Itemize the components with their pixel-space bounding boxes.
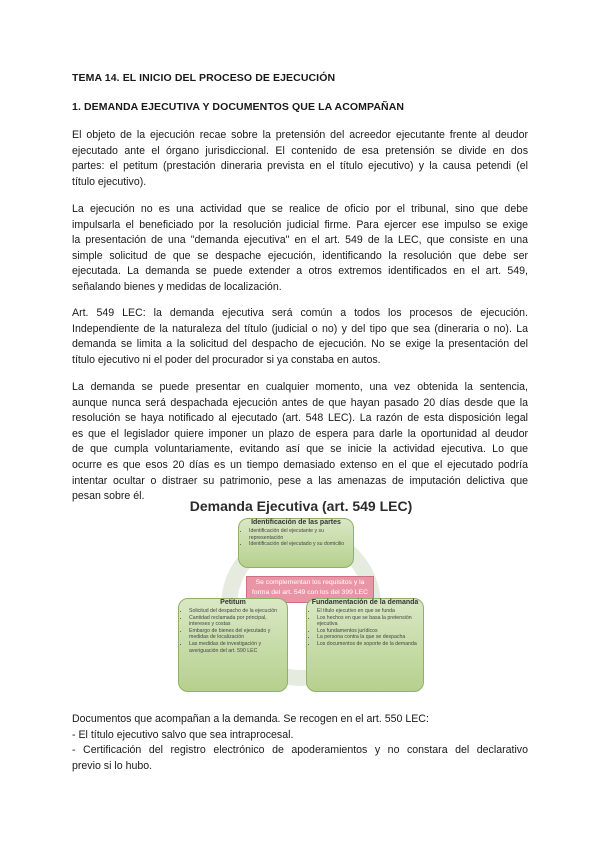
box-item: • Cantidad reclamada por principal, intereses y costas [189,615,287,628]
text-line: señalando bienes y medidas de localización. [72,280,282,293]
text-line: demanda se limita a la solicitud del despacho de ejecución. No se exige la presentación del [72,338,528,351]
paragraph-1 [72,128,528,190]
page-title: TEMA 14. EL INICIO DEL PROCESO DE EJECUCIÓN [72,72,336,84]
box-petitum [178,598,288,692]
box-item: • La persona contra la que se despacha [317,634,423,641]
text-line: El objeto de la ejecución recae sobre la pretensión del acreedor ejecutante frente al deudor [72,129,528,141]
text-line: ejecutado ante el órgano jurisdiccional. El contenido de esa pretensión se divide en dos [72,144,528,157]
text-line: impulsarla el beneficiado por la resolución judicial firme. Para ejercer ese impulso se exige [72,218,528,231]
requisitos-banner: Se complementan los requisitos y la forma del art. 549 con los del 399 LEC [246,576,374,603]
paragraph-2 [72,202,528,296]
text-line: es que el legislador quiere imponer un plazo de espera para darle la oportunidad al deudor [72,427,528,440]
box-title: Fundamentación de la demanda [311,599,419,606]
demanda-ejecutiva-diagram [176,494,426,694]
box-identificacion [238,518,354,568]
paragraph-4 [72,380,528,505]
box-item: • Solicitud del despacho de la ejecución [189,608,287,615]
text-line: ejecutada. La demanda se puede extender a otros extremos identificados en el art. 549, [72,265,528,278]
box-item: • Las medidas de investigación y averiguación del art. 590 LEC [189,641,287,654]
list-item: previo si lo hubo. [72,759,153,772]
box-item: • Identificación del ejecutado y su domicilio [249,541,353,548]
box-item: • Los hechos en que se basa la pretensión ejecutiva [317,615,423,628]
box-item: • Los documentos de soporte de la demanda [317,641,423,648]
paragraph-3 [72,306,528,368]
list-item: - Certificación del registro electrónico de apoderamientos y no constara del declarativo [72,744,528,757]
documents-list [72,712,528,774]
box-title: Identificación de las partes [251,519,341,526]
box-item: • El título ejecutivo en que se funda [317,608,423,615]
text-line: Art. 549 LEC: la demanda ejecutiva será común a todos los procesos de ejecución. [72,307,528,319]
section-heading: 1. DEMANDA EJECUTIVA Y DOCUMENTOS QUE LA ACOMPAÑAN [72,101,405,113]
text-line: partes: el petitum (prestación dineraria prevista en el título ejecutivo) y la causa petendi (el [72,160,528,173]
text-line: ocurre es que esos 20 días es un tiempo demasiado extenso en el que el ejecutado podría [72,458,528,471]
text-line: título ejecutivo). [72,175,147,188]
text-line: resolución se haya notificado al ejecutado (art. 548 LEC). La razón de esta disposición legal [72,412,528,425]
text-line: La demanda se puede presentar en cualquier momento, una vez obtenida la sentencia, [72,381,528,393]
diagram-title: Demanda Ejecutiva (art. 549 LEC) [189,498,413,514]
box-item: • Los fundamentos jurídicos [317,628,423,635]
list-item: - El título ejecutivo salvo que sea intraprocesal. [72,728,294,741]
text-line: intentar ocultar o distraer su patrimonio, pese a las amenazas de imputación delictiva que [72,474,528,487]
text-line: La ejecución no es una actividad que se realice de oficio por el tribunal, sino que debe [72,203,528,215]
text-line: aunque nunca será despachada ejecución antes de que hayan pasado 20 días desde que la [72,396,528,409]
text-line: de que cumpla voluntariamente, evitando así que se inicie la actividad ejecutiva. Lo que [72,443,528,456]
box-title: Petitum [220,599,246,606]
text-line: pesan sobre él. [72,490,145,503]
text-line: la presentación de una "demanda ejecutiva" en el art. 549 de la LEC, que consiste en una [72,234,528,247]
documents-intro: Documentos que acompañan a la demanda. Se recogen en el art. 550 LEC: [72,713,429,725]
text-line: simple solicitud de que se despache ejecución, identificando la resolución que debe ser [72,249,528,262]
text-line: título ejecutivo ni el poder del procurador si ya constaba en autos. [72,353,381,366]
box-item: • Identificación del ejecutante y su representación [249,528,353,541]
box-item: • Embargo de bienes del ejecutado y medidas de localización [189,628,287,641]
box-fundamentacion [306,598,424,692]
text-line: Independiente de la naturaleza del título (judicial o no) y del tipo que sea (dineraria o no). La [72,322,528,335]
